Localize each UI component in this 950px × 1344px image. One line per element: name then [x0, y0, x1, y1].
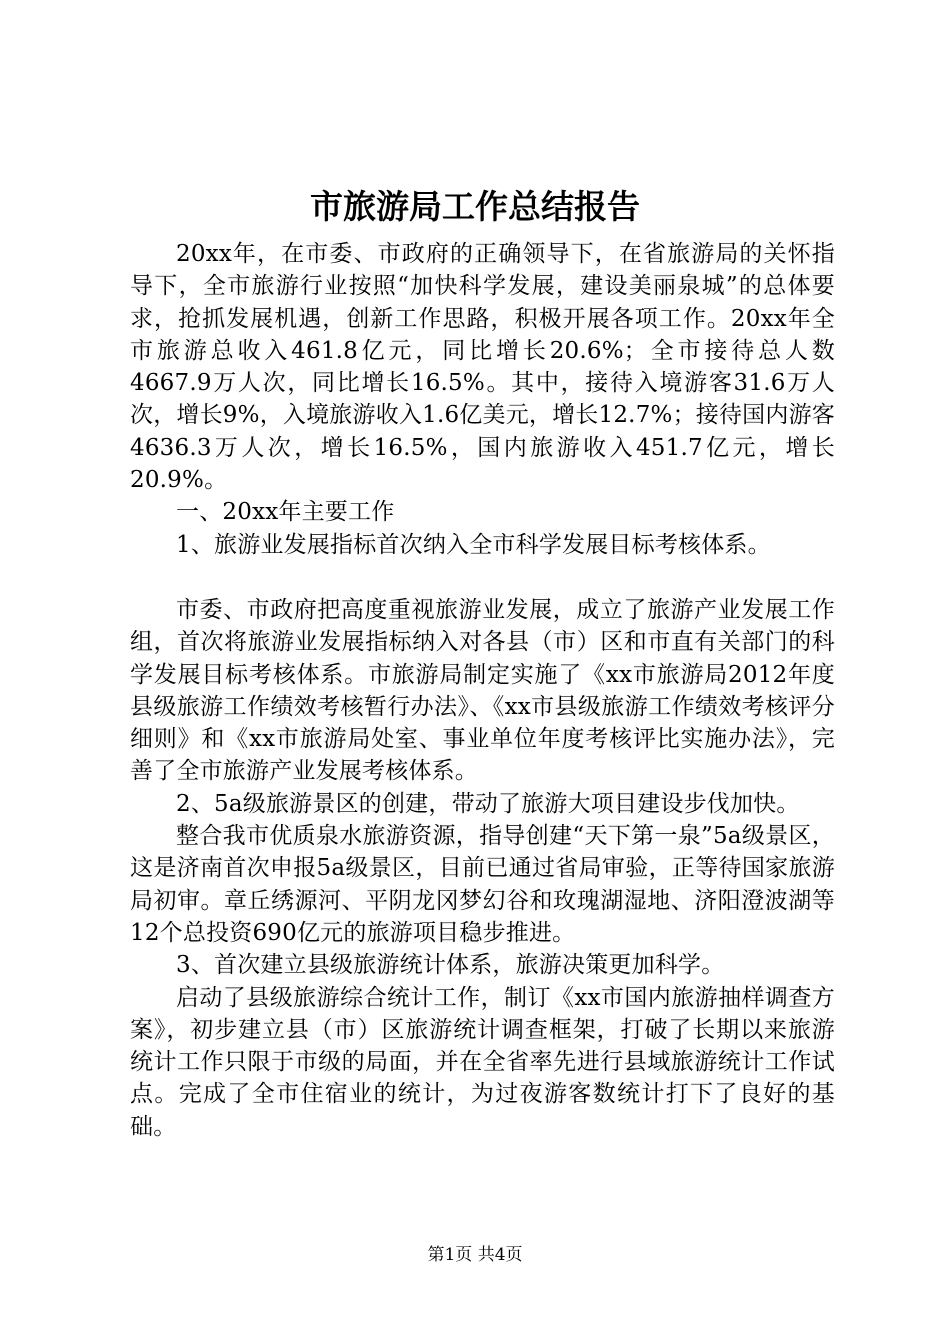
item-2-paragraph: 整合我市优质泉水旅游资源，指导创建“天下第一泉”5a级景区，这是济南首次申报5a级景区，目前已通过省局审验，正等待国家旅游局初审。章丘绣源河、平阴龙冈梦幻谷和玫瑰湖湿地、济阳澄波湖等12个总投资690亿元的旅游项目稳步推进。: [130, 823, 835, 946]
item-heading-2: 2、5a级旅游景区的创建，带动了旅游大项目建设步伐加快。: [176, 790, 800, 817]
item-1-paragraph: 市委、市政府把高度重视旅游业发展，成立了旅游产业发展工作组，首次将旅游业发展指标纳入对各县（市）区和市直有关部门的科学发展目标考核体系。市旅游局制定实施了《xx市旅游局2012年度县级旅游工作绩效考核暂行办法》、《xx市县级旅游工作绩效考核评分细则》和《xx市旅游局处室、事业单位年度考核评比实施办法》，完善了全市旅游产业发展考核体系。: [130, 596, 835, 785]
paragraph-gap: [130, 561, 835, 594]
item-heading-1: 1、旅游业发展指标首次纳入全市科学发展目标考核体系。: [176, 531, 771, 558]
item-3-paragraph: 启动了县级旅游综合统计工作，制订《xx市国内旅游抽样调查方案》，初步建立县（市）区旅游统计调查框架，打破了长期以来旅游统计工作只限于市级的局面，并在全省率先进行县域旅游统计工作试点。完成了全市住宿业的统计，为过夜游客数统计打下了良好的基础。: [130, 984, 835, 1140]
section-heading-main-work: 一、20xx年主要工作: [176, 499, 395, 526]
page-footer: 第1页 共4页: [427, 1245, 523, 1265]
document-body: [130, 238, 835, 1143]
item-heading-3: 3、首次建立县级旅游统计体系，旅游决策更加科学。: [176, 952, 725, 979]
document-title: 市旅游局工作总结报告: [310, 187, 640, 226]
intro-paragraph: 20xx年，在市委、市政府的正确领导下，在省旅游局的关怀指导下，全市旅游行业按照“加快科学发展，建设美丽泉城”的总体要求，抢抓发展机遇，创新工作思路，积极开展各项工作。20xx年全市旅游总收入461.8亿元，同比增长20.6%；全市接待总人数4667.9万人次，同比增长16.5%。其中，接待入境游客31.6万人次，增长9%，入境旅游收入1.6亿美元，增长12.7%；接待国内游客4636.3万人次，增长16.5%，国内旅游收入451.7亿元，增长20.9%。: [130, 241, 835, 494]
